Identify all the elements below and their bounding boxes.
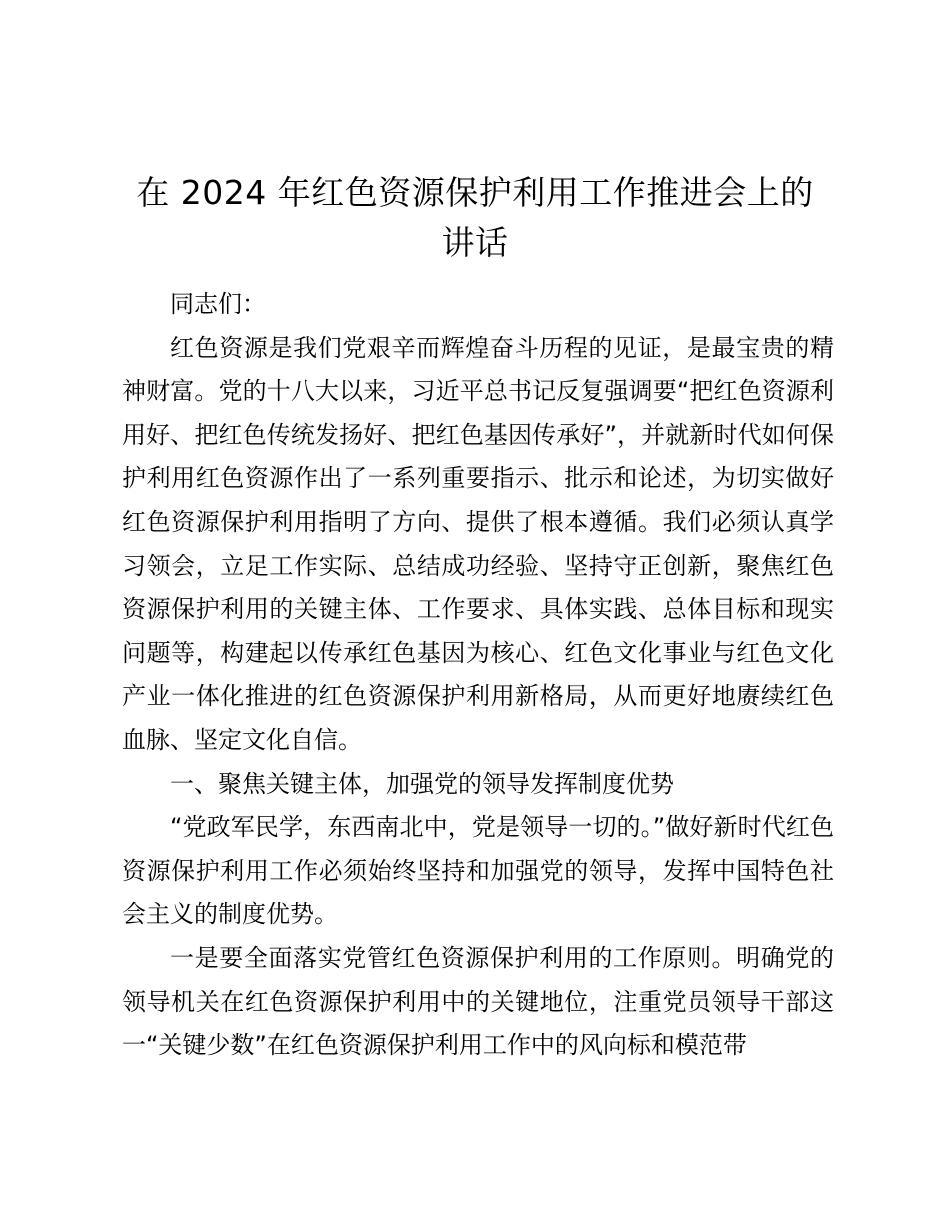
paragraph-quote: “党政军民学，东西南北中，党是领导一切的。”做好新时代红色资源保护利用工作必须始终坚持和加强党的领导，发挥中国特色社会主义的制度优势。	[122, 813, 834, 929]
section-heading-1: 一、聚焦关键主体，加强党的领导发挥制度优势	[170, 769, 674, 798]
salutation: 同志们：	[170, 290, 266, 318]
document-body	[122, 283, 834, 1068]
paragraph-point-1: 一是要全面落实党管红色资源保护利用的工作原则。明确党的领导机关在红色资源保护利用中的关键地位，注重党员领导干部这一“关键少数”在红色资源保护利用工作中的风向标和模范带	[122, 943, 834, 1060]
paragraph-intro: 红色资源是我们党艰辛而辉煌奋斗历程的见证，是最宝贵的精神财富。党的十八大以来，习近平总书记反复强调要“把红色资源利用好、把红色传统发扬好、把红色基因传承好”，并就新时代如何保护利用红色资源作出了一系列重要指示、批示和论述，为切实做好红色资源保护利用指明了方向、提供了根本遵循。我们必须认真学习领会，立足工作实际、总结成功经验、坚持守正创新，聚焦红色资源保护利用的关键主体、工作要求、具体实践、总体目标和现实问题等，构建起以传承红色基因为核心、红色文化事业与红色文化产业一体化推进的红色资源保护利用新格局，从而更好地赓续红色血脉、坚定文化自信。	[122, 333, 834, 754]
document-title: 在 2024 年红色资源保护利用工作推进会上的讲话	[136, 173, 814, 262]
